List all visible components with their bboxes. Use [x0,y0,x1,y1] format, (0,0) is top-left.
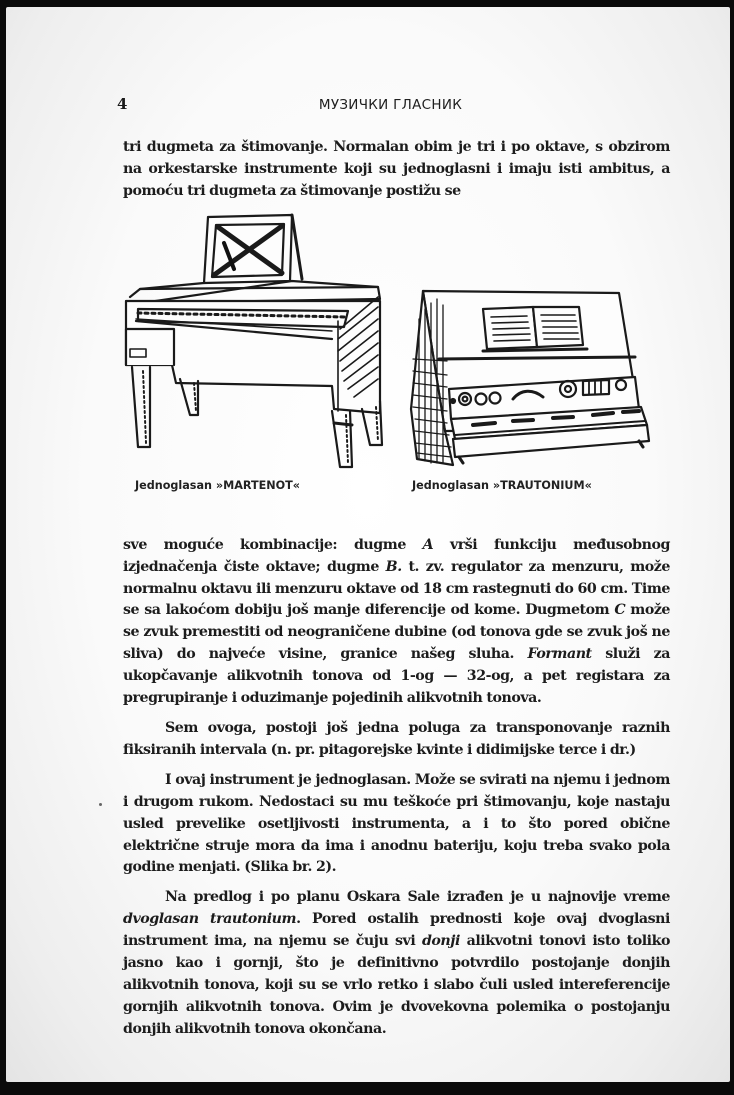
text-run: . Pored ostalih prednosti koje ovaj dvoglasni instrument ima, na njemu se čuju svi [123,911,670,950]
text-run: može se zvuk premestiti od neograničene dubine (od tonova gde se zvuk još ne sliva) do najveće visine, granice našeg sluha. [123,602,671,663]
trautonium-illustration [403,279,665,471]
italic-run: Formant [527,646,592,663]
page-header [117,95,664,121]
sheet-music-drawing [483,307,587,351]
music-stand-drawing [204,215,302,283]
text-run: služi za ukopčavanje alikvotnih tonova od 1-og — 32-og, a pet registara za pregrupiranje i oduzimanje pojedinih alikvotnih tonova. [123,646,670,707]
text-run: vrši funkciju međusobnog izjednačenja čiste oktave; dugme [123,536,670,575]
text-run: t. zv. regulator za menzuru, može normalnu oktavu ili menzuru oktave od 18 cm rastegnuti do 60 cm. Time se sa lakoćom dobiju još manje diferencije od kome. Dugmetom [123,558,670,619]
text-run: alikvotni tonovi isto toliko jasno kao i gornji, što je definitivno potvrdilo postojanje donjih alikvotnih tonova, koji su se vrlo retko i slabo čuli usled intereferencije gornjih alikvotnih tonova. Ovim je dvovekovna polemika o postojanju donjih alikvotnih tonova okončana. [123,933,671,1037]
italic-run: A [422,536,434,553]
paragraph-3: Sem ovoga, postoji još jedna poluga za transponovanje raznih fiksiranih intervala (n. pr. pitagorejske kvinte i didimijske terce i dr.) [123,719,670,758]
paragraph-2 [123,535,670,710]
scanned-page [6,7,730,1082]
paragraph-5 [123,887,670,1040]
martenot-illustration [112,211,397,476]
figure-caption-trautonium: Jednoglasan »TRAUTONIUM« [412,478,592,492]
paragraph-1: tri dugmeta za štimovanje. Normalan obim je tri i po oktave, s obzirom na orkestarske instrumente koji su jednoglasni i imaju isti ambitus, a pomoću tri dugmeta za štimovanje postižu se [123,139,670,199]
scan-speck [99,803,102,806]
paragraph-4: I ovaj instrument je jednoglasan. Može se svirati na njemu i jednom i drugom rukom. Nedostaci su mu teškoće pri štimovanju, koje nastaju usled prevelike osetljivosti instrumenta, a i to što pored obične električne struje mora da ima i anodnu bateriju, koju treba svako pola godine menjati. (Slika br. 2). [123,771,670,876]
running-head: МУЗИЧКИ ГЛАСНИК [318,97,463,113]
italic-run: donji [421,933,460,950]
page-number: 4 [117,95,128,113]
italic-run: dvoglasan trautonium [123,911,297,928]
text-run: sve moguće kombinacije: dugme [123,536,423,553]
italic-run: B. [385,558,402,575]
figure-caption-martenot: Jednoglasan »MARTENOT« [135,478,301,492]
figure-row [117,211,670,521]
italic-run: C [614,602,626,619]
text-run: Na predlog i po planu Oskara Sale izrađen je u najnovije vreme [165,889,670,906]
